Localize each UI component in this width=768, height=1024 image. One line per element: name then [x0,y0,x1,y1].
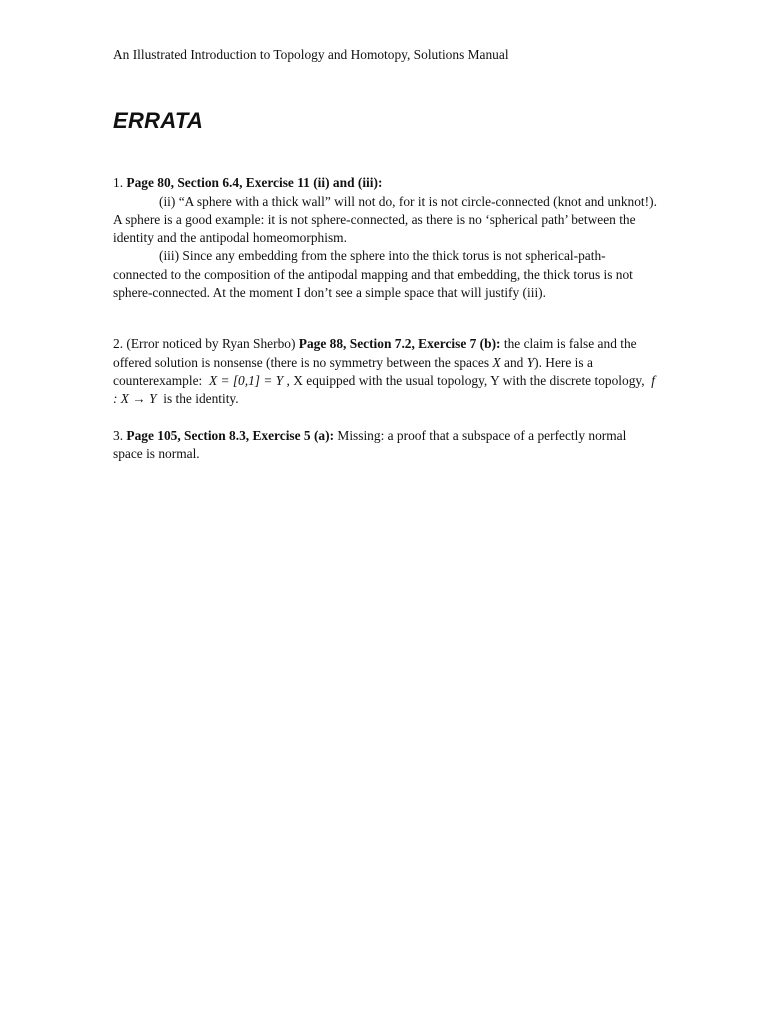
erratum-number: 3. [113,427,124,443]
erratum-3-paragraph [113,427,658,464]
erratum-text: , X equipped with the usual topology, Y with the discrete topology, [286,372,645,388]
erratum-1-paragraph-iii: (iii) Since any embedding from the sphere into the thick torus is not spherical-path-connected to the composition of the antipodal mapping and that embedding, the thick torus is not sphere-connected. At the moment I don’t see a simple space that will justify (iii). [113,248,633,301]
math-variable-y: Y [526,354,535,370]
math-variable-x: X [492,354,501,370]
math-equation: X = [0,1] = Y [208,372,284,388]
erratum-item-1 [113,174,658,302]
math-mapping: f : X → Y [113,372,655,407]
erratum-number: 2. [113,336,124,352]
erratum-1-heading [113,174,658,192]
erratum-item-2 [113,335,658,408]
erratum-text: the claim is false and the offered solution is nonsense (there is no symmetry between the spaces [113,336,637,370]
erratum-reference: Page 105, Section 8.3, Exercise 5 (a): [126,427,335,443]
erratum-text: Missing: a proof that a subspace of a perfectly normal space is normal. [113,427,627,461]
erratum-number: 1. [113,175,124,191]
erratum-credit: (Error noticed by Ryan Sherbo) [126,336,296,352]
document-page [113,46,658,463]
page-title: ERRATA [113,108,204,134]
erratum-2-paragraph [113,335,658,408]
erratum-text: ). Here is a counterexample: [113,354,593,388]
erratum-reference: Page 88, Section 7.2, Exercise 7 (b): [298,336,501,352]
erratum-item-3 [113,427,658,464]
erratum-1-paragraph-ii: (ii) “A sphere with a thick wall” will not do, for it is not circle-connected (knot and unknot!). A sphere is a good example: it is not sphere-connected, as there is no ‘spherical path’ between the identity and the antipodal homeomorphism. [113,193,657,246]
erratum-reference: Page 80, Section 6.4, Exercise 11 (ii) and (iii): [126,175,383,191]
conjunction-text: and [504,354,524,370]
erratum-text: is the identity. [163,391,239,407]
running-header: An Illustrated Introduction to Topology and Homotopy, Solutions Manual [113,47,509,62]
